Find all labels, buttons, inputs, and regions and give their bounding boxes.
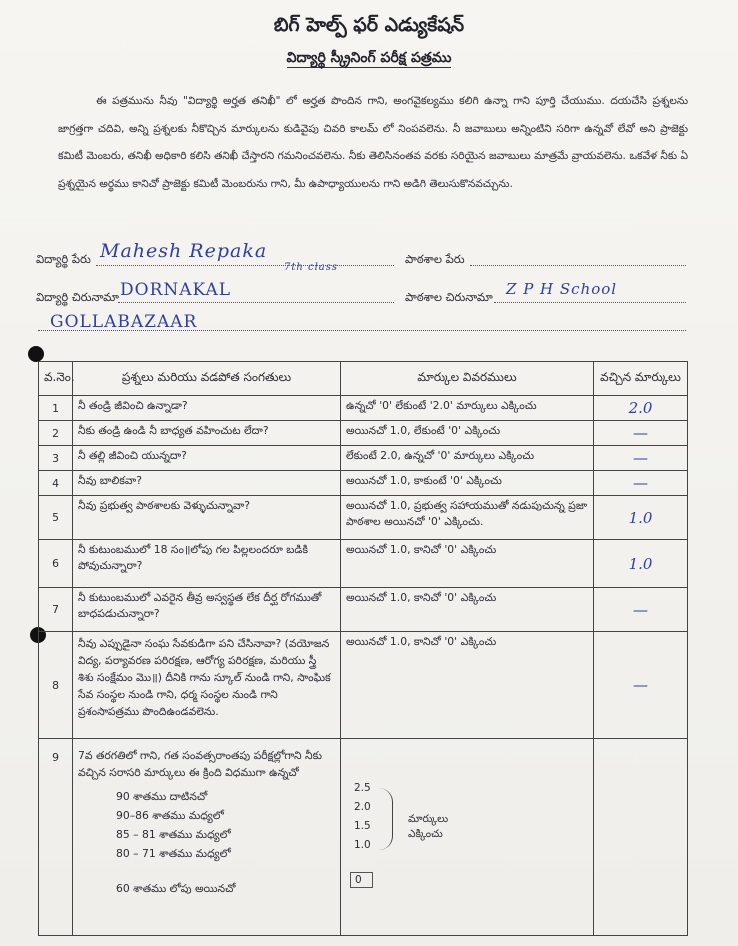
table-header-row: [39, 362, 688, 396]
col-header-serial: వ.నెం.: [39, 362, 73, 396]
row-number: 8: [39, 632, 73, 739]
table-row: [39, 396, 688, 421]
percentage-range-last: 60 శాతము లోపు అయినచో: [116, 882, 236, 895]
marks-value: 1.0: [628, 508, 653, 527]
marks-value: —: [633, 474, 648, 492]
score-zero: 0: [350, 872, 373, 888]
marks-value: 2.0: [628, 399, 653, 417]
school-name-line: [470, 265, 686, 266]
school-address-label: పాఠశాల చిరునామా: [405, 290, 493, 304]
percentage-range: 90 శాతము దాటినచో: [116, 790, 208, 803]
col-header-questions: ప్రశ్నలు మరియు వడపోత సంగతులు: [73, 362, 341, 396]
marks-obtained[interactable]: [594, 496, 688, 540]
percentage-range: 80 – 71 శాతము మధ్యలో: [116, 847, 231, 860]
table-row: [39, 540, 688, 588]
student-address-value-2: GOLLABAZAAR: [50, 312, 198, 332]
class-note: 7th class: [284, 262, 339, 273]
student-name-value: Mahesh Repaka: [100, 240, 268, 262]
question-text: నీ తండ్రి జీవించి ఉన్నాడా?: [73, 396, 341, 421]
student-address-line: [118, 302, 394, 303]
score-value: 2.5: [354, 782, 371, 794]
table-row: [39, 421, 688, 446]
marks-value: —: [633, 676, 648, 694]
row-number: 4: [39, 471, 73, 496]
marks-obtained[interactable]: [594, 471, 688, 496]
col-header-marks-obtained: వచ్చిన మార్కులు: [594, 362, 688, 396]
row-number: 7: [39, 588, 73, 632]
question-text: నీకు తండ్రి ఉండి నీ బాధ్యత వహించుట లేదా?: [73, 421, 341, 446]
row-number: 5: [39, 496, 73, 540]
table-row: [39, 739, 688, 936]
score-value: 1.5: [354, 820, 371, 832]
marks-obtained[interactable]: [594, 446, 688, 471]
marks-obtained[interactable]: [594, 739, 688, 936]
table-row: [39, 588, 688, 632]
table-row: [39, 471, 688, 496]
marks-value: —: [633, 449, 648, 467]
instructions-paragraph: ఈ పత్రమును నీవు "విద్యార్థి అర్హత తనిఖీ" లో అర్హత పొందిన గాని, అంగవైకల్యము కలిగి ఉన్నా గాని పూర్తి చేయుము. దయచేసి ప్రశ్నలను జాగ్రత్తగా చదివి, అన్ని ప్రశ్నలకు నీకొచ్చిన మార్కులను కుడివైపు చివరి కాలమ్ లో నింపవలెను. నీ జవాబులు అన్నింటిని సరిగా ఉన్నవో లేవో అని ప్రాజెక్టు కమిటీ మెంబరు, తనిఖీ అధికారి కలిసి తనిఖీ చేస్తారని గమనించవలెను. నీకు తెలిసినంతవ వరకు సరియైన జవాబులు మాత్రమే వ్రాయవలెను. ఒకవేళ నీకు ఏ ప్రశ్నయైన అర్థము కానిచో ప్రాజెక్టు కమిటీ మెంబరును గాని, మీ ఉపాధ్యాయులను గాని అడిగి తెలుసుకొనవచ్చును.: [58, 95, 688, 190]
percentage-range-list: [116, 787, 335, 898]
row-number: 3: [39, 446, 73, 471]
score-value: 1.0: [354, 839, 371, 851]
mark-detail: అయినచో 1.0, కానిచో '0' ఎక్కించు: [341, 540, 594, 588]
question-text: 7వ తరగతిలో గాని, గత సంవత్సరాంతపు పరీక్షల్లోగాని నీకు వచ్చిన సరాసరి మార్కులు ఈ క్రింది విధముగా ఉన్నచో: [78, 749, 323, 779]
mark-detail: ఉన్నచో '0' లేకుంటే '2.0' మార్కులు ఎక్కించు: [341, 396, 594, 421]
row-number: 2: [39, 421, 73, 446]
question-text: నీ తల్లి జీవించి యున్నదా?: [73, 446, 341, 471]
marks-value: 1.0: [628, 554, 653, 573]
row-number: 9: [39, 739, 73, 936]
marks-obtained[interactable]: [594, 396, 688, 421]
mark-scale-cell: [341, 739, 594, 936]
student-name-label: విద్యార్థి పేరు: [36, 252, 91, 266]
mark-detail: అయినచో 1.0, కాకుంటే '0' ఎక్కించు: [341, 471, 594, 496]
mark-scale: [346, 782, 588, 932]
brace-label: మార్కులు ఎక్కించు: [408, 813, 449, 840]
mark-detail: అయినచో 1.0, కానిచో '0' ఎక్కించు: [341, 632, 594, 739]
marks-obtained[interactable]: [594, 421, 688, 446]
screening-questions-table: [38, 361, 688, 936]
question-cell: [73, 739, 341, 936]
marks-value: —: [633, 600, 648, 619]
school-address-value: Z P H School: [506, 280, 618, 298]
mark-detail: లేకుంటే 2.0, ఉన్నచో '0' మార్కులు ఎక్కించు: [341, 446, 594, 471]
table-row: [39, 496, 688, 540]
org-title: బిగ్ హెల్ప్ ఫర్ ఎడ్యుకేషన్: [273, 14, 465, 36]
punch-hole-top: [28, 346, 44, 362]
form-title: [0, 50, 738, 69]
marks-obtained[interactable]: [594, 540, 688, 588]
question-text: నీ కుటుంబములో 18 సం॥లోపు గల పిల్లలందరూ బడికి పోవుచున్నారా?: [73, 540, 341, 588]
percentage-range: 90–86 శాతము మధ్యలో: [116, 809, 224, 822]
score-value: 2.0: [354, 801, 371, 813]
question-text: నీవు బాలికవా?: [73, 471, 341, 496]
mark-detail: అయినచో 1.0, లేకుంటే '0' ఎక్కించు: [341, 421, 594, 446]
mark-detail: అయినచో 1.0, కానిచో '0' ఎక్కించు: [341, 588, 594, 632]
question-text: నీ కుటుంబములో ఎవరైన తీవ్ర అస్వస్థత లేక దీర్ఘ రోగముతో బాధపడుచున్నారా?: [73, 588, 341, 632]
table-row: [39, 446, 688, 471]
student-address-label: విద్యార్థి చిరునామా: [36, 290, 119, 304]
question-text: నీవు ఎప్పుడైనా సంఘ సేవకుడిగా పని చేసినావా? (వయోజన విద్య, పర్యావరణ పరిరక్షణ, ఆరోగ్య పరిరక్షణ, మరియు స్త్రీ శిశు సంక్షేమం మొ॥) దీనికి గాను స్కూల్ నుండి గాని, సాంఘిక సేవ సంస్థల నుండి గాని, ధర్మ సంస్థల నుండి గాని ప్రశంసాపత్రము పొందిఉండవలెను.: [73, 632, 341, 739]
question-text: నీవు ప్రభుత్వ పాఠశాలకు వెళ్ళుచున్నావా?: [73, 496, 341, 540]
table-row: [39, 632, 688, 739]
col-header-mark-details: మార్కుల వివరములు: [341, 362, 594, 396]
form-title-text: విద్యార్థి స్క్రీనింగ్ పరీక్ష పత్రము: [286, 50, 452, 66]
marks-obtained[interactable]: [594, 588, 688, 632]
brace-shape: [378, 788, 393, 850]
school-address-line: [494, 302, 686, 303]
mark-detail: అయినచో 1.0, ప్రభుత్వ సహాయముతో నడుపుచున్న ప్రజా పాఠశాల అయినచో '0' ఎక్కించు.: [341, 496, 594, 540]
marks-obtained[interactable]: [594, 632, 688, 739]
row-number: 1: [39, 396, 73, 421]
percentage-range: 85 – 81 శాతము మధ్యలో: [116, 828, 231, 841]
school-name-label: పాఠశాల పేరు: [405, 252, 465, 266]
student-address-value: DORNAKAL: [120, 280, 232, 300]
student-name-line: [96, 265, 394, 266]
row-number: 6: [39, 540, 73, 588]
marks-value: —: [633, 424, 648, 442]
